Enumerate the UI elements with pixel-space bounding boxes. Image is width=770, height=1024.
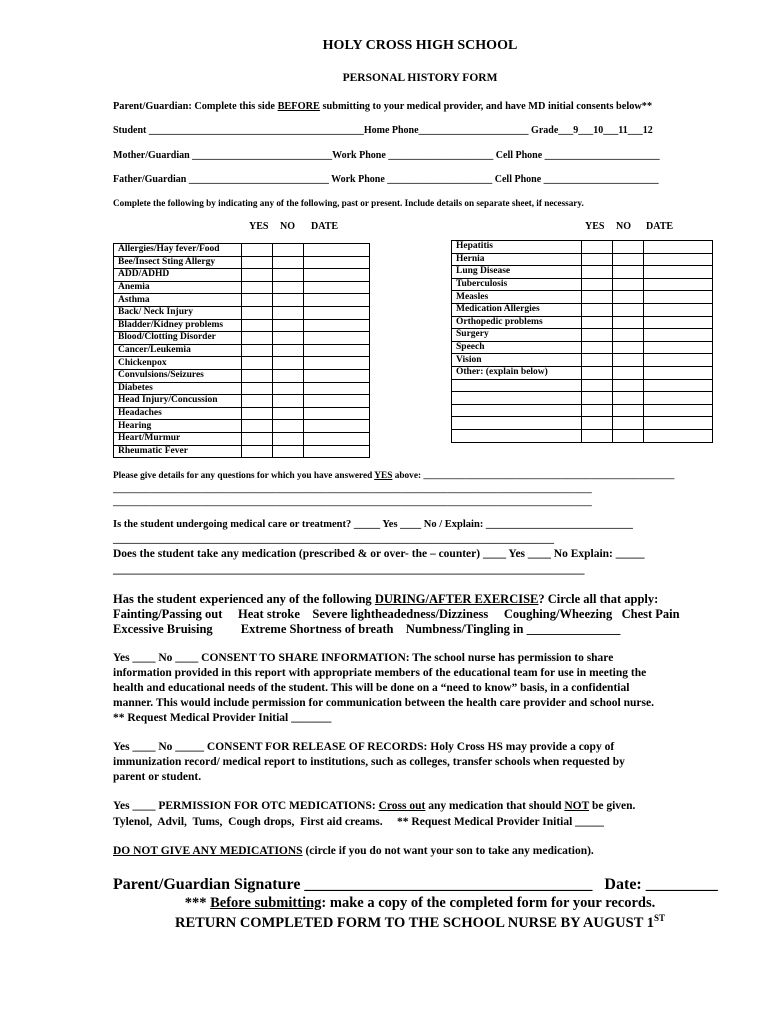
right-condition-row (452, 291, 713, 304)
exercise-symptoms-row-2[interactable]: Excessive Bruising Extreme Shortness of breath Numbness/Tingling in _______________ (113, 622, 621, 636)
right-condition-date-cell[interactable] (644, 417, 713, 430)
left-condition-yes-cell[interactable] (242, 306, 273, 319)
right-condition-no-cell[interactable] (613, 241, 644, 254)
right-condition-label: Hepatitis (452, 241, 582, 254)
details-line-2[interactable]: _______________________________________________________________________________________________________ (113, 498, 592, 508)
left-condition-yes-cell[interactable] (242, 357, 273, 370)
right-condition-row (452, 266, 713, 279)
left-condition-date-cell[interactable] (304, 269, 370, 282)
left-condition-no-cell[interactable] (273, 357, 304, 370)
consent-release-line-3: parent or student. (113, 771, 202, 783)
left-condition-date-cell[interactable] (304, 319, 370, 332)
left-col-yes: YES (249, 221, 269, 232)
left-condition-no-cell[interactable] (273, 420, 304, 433)
right-condition-date-cell[interactable] (644, 379, 713, 392)
right-condition-label: Speech (452, 341, 582, 354)
left-condition-date-cell[interactable] (304, 407, 370, 420)
left-condition-label: Blood/Clotting Disorder (114, 332, 242, 345)
no-medications[interactable]: DO NOT GIVE ANY MEDICATIONS (circle if you do not want your son to take any medication). (113, 845, 594, 857)
consent-share-line-3: health and educational needs of the student. This will be done on a “need to know” basis, in a confidential (113, 682, 630, 694)
right-condition-label: Surgery (452, 329, 582, 342)
right-condition-label: Lung Disease (452, 266, 582, 279)
left-condition-no-cell[interactable] (273, 319, 304, 332)
left-condition-date-cell[interactable] (304, 344, 370, 357)
right-condition-date-cell[interactable] (644, 303, 713, 316)
right-condition-label: Other: (explain below) (452, 366, 582, 379)
right-condition-yes-cell[interactable] (582, 253, 613, 266)
left-condition-label: Bee/Insect Sting Allergy (114, 256, 242, 269)
left-condition-row (114, 294, 370, 307)
left-condition-date-cell[interactable] (304, 294, 370, 307)
left-condition-no-cell[interactable] (273, 332, 304, 345)
left-condition-yes-cell[interactable] (242, 369, 273, 382)
left-condition-no-cell[interactable] (273, 432, 304, 445)
right-condition-yes-cell[interactable] (582, 291, 613, 304)
left-condition-yes-cell[interactable] (242, 294, 273, 307)
right-col-date: DATE (646, 221, 674, 232)
medical-care-line[interactable]: ____________________________________________________________________________________ (113, 534, 554, 545)
left-condition-date-cell[interactable] (304, 432, 370, 445)
right-condition-date-cell[interactable] (644, 366, 713, 379)
right-condition-yes-cell[interactable] (582, 316, 613, 329)
details-prompt[interactable]: Please give details for any questions for which you have answered YES above: ______________________________________________________ (113, 471, 675, 481)
right-condition-label (452, 379, 582, 392)
right-condition-row (452, 241, 713, 254)
left-condition-yes-cell[interactable] (242, 407, 273, 420)
right-condition-row (452, 278, 713, 291)
right-condition-date-cell[interactable] (644, 266, 713, 279)
right-col-no: NO (616, 221, 631, 232)
left-condition-row (114, 281, 370, 294)
left-condition-label: Head Injury/Concussion (114, 395, 242, 408)
left-condition-yes-cell[interactable] (242, 269, 273, 282)
left-condition-label: Anemia (114, 281, 242, 294)
right-condition-date-cell[interactable] (644, 354, 713, 367)
left-condition-no-cell[interactable] (273, 269, 304, 282)
right-condition-label: Medication Allergies (452, 303, 582, 316)
right-condition-no-cell[interactable] (613, 329, 644, 342)
left-condition-row (114, 382, 370, 395)
right-condition-yes-cell[interactable] (582, 429, 613, 442)
right-condition-yes-cell[interactable] (582, 278, 613, 291)
left-condition-row (114, 407, 370, 420)
consent-share-line-4: manner. This would include permission for communication between the health care provider and school nurse. (113, 697, 654, 709)
right-condition-date-cell[interactable] (644, 253, 713, 266)
left-condition-date-cell[interactable] (304, 357, 370, 370)
conditions-table-right (451, 240, 713, 443)
left-condition-date-cell[interactable] (304, 332, 370, 345)
right-condition-yes-cell[interactable] (582, 329, 613, 342)
left-condition-yes-cell[interactable] (242, 432, 273, 445)
right-condition-yes-cell[interactable] (582, 241, 613, 254)
consent-share-line-2: information provided in this report with appropriate members of the educational team for use in meeting the (113, 667, 647, 679)
right-condition-row (452, 316, 713, 329)
left-condition-date-cell[interactable] (304, 395, 370, 408)
left-condition-row (114, 369, 370, 382)
right-condition-yes-cell[interactable] (582, 341, 613, 354)
left-condition-row (114, 420, 370, 433)
consent-share-initial[interactable]: ** Request Medical Provider Initial _______ (113, 712, 332, 724)
left-condition-row (114, 432, 370, 445)
instructions: Parent/Guardian: Complete this side BEFORE submitting to your medical provider, and have MD initial consents below** (113, 101, 653, 112)
left-condition-date-cell[interactable] (304, 281, 370, 294)
left-condition-no-cell[interactable] (273, 244, 304, 257)
medical-care-question[interactable]: Is the student undergoing medical care or treatment? _____ Yes ____ No / Explain: ____________________________ (113, 519, 633, 530)
left-condition-label: Convulsions/Seizures (114, 369, 242, 382)
right-condition-no-cell[interactable] (613, 417, 644, 430)
left-condition-label: Bladder/Kidney problems (114, 319, 242, 332)
right-condition-row (452, 417, 713, 430)
left-condition-label: ADD/ADHD (114, 269, 242, 282)
left-condition-date-cell[interactable] (304, 420, 370, 433)
left-condition-label: Heart/Murmur (114, 432, 242, 445)
right-condition-date-cell[interactable] (644, 278, 713, 291)
school-name: HOLY CROSS HIGH SCHOOL (322, 38, 518, 53)
right-condition-no-cell[interactable] (613, 341, 644, 354)
left-condition-no-cell[interactable] (273, 382, 304, 395)
left-condition-yes-cell[interactable] (242, 256, 273, 269)
left-condition-yes-cell[interactable] (242, 281, 273, 294)
left-condition-date-cell[interactable] (304, 369, 370, 382)
right-condition-label: Tuberculosis (452, 278, 582, 291)
conditions-table-left (113, 243, 370, 458)
left-condition-label: Headaches (114, 407, 242, 420)
right-condition-no-cell[interactable] (613, 404, 644, 417)
right-condition-date-cell[interactable] (644, 291, 713, 304)
left-condition-label: Asthma (114, 294, 242, 307)
complete-note: Complete the following by indicating any of the following, past or present. Include details on separate sheet, if necessary. (113, 198, 584, 208)
right-condition-label: Measles (452, 291, 582, 304)
right-condition-row (452, 354, 713, 367)
right-condition-label: Orthopedic problems (452, 316, 582, 329)
right-condition-row (452, 379, 713, 392)
right-condition-no-cell[interactable] (613, 366, 644, 379)
left-condition-no-cell[interactable] (273, 294, 304, 307)
medication-question[interactable]: Does the student take any medication (prescribed & or over- the – counter) ____ Yes ____ No Explain: _____ (113, 548, 645, 560)
student-line[interactable]: Student ___________________________________________Home Phone______________________ Grade___9___10___11___12 (113, 125, 653, 136)
mother-guardian-line[interactable]: Mother/Guardian ____________________________Work Phone _____________________ Cell Phone _______________________ (113, 150, 660, 161)
otc-medications[interactable]: Tylenol, Advil, Tums, Cough drops, First aid creams. ** Request Medical Provider Initial _____ (113, 816, 604, 828)
left-condition-yes-cell[interactable] (242, 344, 273, 357)
right-condition-row (452, 341, 713, 354)
before-submitting: *** Before submitting: make a copy of the completed form for your records. (184, 895, 656, 911)
right-condition-label: Vision (452, 354, 582, 367)
left-condition-no-cell[interactable] (273, 281, 304, 294)
right-condition-yes-cell[interactable] (582, 417, 613, 430)
right-condition-label (452, 429, 582, 442)
left-condition-row (114, 332, 370, 345)
otc-permission[interactable]: Yes ____ PERMISSION FOR OTC MEDICATIONS: Cross out any medication that should NOT be given. (113, 800, 636, 812)
right-condition-no-cell[interactable] (613, 379, 644, 392)
left-condition-label: Chickenpox (114, 357, 242, 370)
right-condition-row (452, 303, 713, 316)
form-title: PERSONAL HISTORY FORM (342, 72, 498, 84)
left-condition-date-cell[interactable] (304, 256, 370, 269)
right-condition-row (452, 429, 713, 442)
left-condition-no-cell[interactable] (273, 256, 304, 269)
left-condition-yes-cell[interactable] (242, 332, 273, 345)
left-condition-label: Hearing (114, 420, 242, 433)
right-condition-yes-cell[interactable] (582, 379, 613, 392)
right-condition-no-cell[interactable] (613, 316, 644, 329)
father-guardian-line[interactable]: Father/Guardian ____________________________ Work Phone _____________________ Cell Phone _______________________ (113, 174, 659, 185)
left-condition-label: Back/ Neck Injury (114, 306, 242, 319)
left-condition-yes-cell[interactable] (242, 382, 273, 395)
left-condition-date-cell[interactable] (304, 306, 370, 319)
right-condition-label: Hernia (452, 253, 582, 266)
left-condition-label: Rheumatic Fever (114, 445, 242, 458)
right-condition-row (452, 392, 713, 405)
left-condition-date-cell[interactable] (304, 445, 370, 458)
left-condition-label: Cancer/Leukemia (114, 344, 242, 357)
left-condition-row (114, 319, 370, 332)
left-condition-yes-cell[interactable] (242, 420, 273, 433)
consent-release-line-2: immunization record/ medical report to institutions, such as colleges, transfer schools when requested by (113, 756, 625, 768)
left-condition-no-cell[interactable] (273, 369, 304, 382)
right-condition-no-cell[interactable] (613, 392, 644, 405)
left-condition-no-cell[interactable] (273, 407, 304, 420)
right-condition-row (452, 404, 713, 417)
left-condition-row (114, 445, 370, 458)
right-col-yes: YES (585, 221, 605, 232)
right-condition-label (452, 404, 582, 417)
left-col-date: DATE (311, 221, 339, 232)
left-condition-row (114, 244, 370, 257)
right-condition-yes-cell[interactable] (582, 366, 613, 379)
consent-release-line-1[interactable]: Yes ____ No _____ CONSENT FOR RELEASE OF RECORDS: Holy Cross HS may provide a copy of (113, 741, 615, 753)
left-condition-row (114, 395, 370, 408)
left-condition-no-cell[interactable] (273, 306, 304, 319)
right-condition-date-cell[interactable] (644, 404, 713, 417)
right-condition-yes-cell[interactable] (582, 392, 613, 405)
details-line-1[interactable]: _______________________________________________________________________________________________________ (113, 485, 592, 495)
left-condition-row (114, 256, 370, 269)
left-condition-label: Allergies/Hay fever/Food (114, 244, 242, 257)
medication-line[interactable]: __________________________________________________________________________________ (113, 564, 585, 576)
right-condition-label (452, 417, 582, 430)
left-condition-row (114, 344, 370, 357)
left-condition-row (114, 269, 370, 282)
right-condition-row (452, 329, 713, 342)
right-condition-no-cell[interactable] (613, 253, 644, 266)
left-condition-no-cell[interactable] (273, 344, 304, 357)
left-condition-row (114, 357, 370, 370)
consent-share-line-1[interactable]: Yes ____ No ____ CONSENT TO SHARE INFORMATION: The school nurse has permission to share (113, 652, 614, 664)
right-condition-no-cell[interactable] (613, 354, 644, 367)
left-condition-yes-cell[interactable] (242, 445, 273, 458)
left-condition-date-cell[interactable] (304, 244, 370, 257)
right-condition-date-cell[interactable] (644, 392, 713, 405)
left-condition-no-cell[interactable] (273, 445, 304, 458)
left-condition-date-cell[interactable] (304, 382, 370, 395)
right-condition-no-cell[interactable] (613, 429, 644, 442)
right-condition-label (452, 392, 582, 405)
right-condition-yes-cell[interactable] (582, 303, 613, 316)
right-condition-date-cell[interactable] (644, 329, 713, 342)
left-condition-yes-cell[interactable] (242, 244, 273, 257)
exercise-question: Has the student experienced any of the following DURING/AFTER EXERCISE? Circle all that apply: (113, 592, 659, 606)
right-condition-no-cell[interactable] (613, 291, 644, 304)
right-condition-row (452, 253, 713, 266)
right-condition-no-cell[interactable] (613, 266, 644, 279)
signature-line[interactable]: Parent/Guardian Signature ____________________________________ Date: _________ (113, 876, 718, 893)
exercise-symptoms-row-1[interactable]: Fainting/Passing out Heat stroke Severe lightheadedness/Dizziness Coughing/Wheezing Chest Pain (113, 607, 680, 621)
left-col-no: NO (280, 221, 295, 232)
left-condition-no-cell[interactable] (273, 395, 304, 408)
right-condition-yes-cell[interactable] (582, 354, 613, 367)
right-condition-date-cell[interactable] (644, 429, 713, 442)
left-condition-yes-cell[interactable] (242, 395, 273, 408)
left-condition-yes-cell[interactable] (242, 319, 273, 332)
right-condition-yes-cell[interactable] (582, 404, 613, 417)
right-condition-no-cell[interactable] (613, 303, 644, 316)
left-condition-label: Diabetes (114, 382, 242, 395)
right-condition-date-cell[interactable] (644, 341, 713, 354)
return-instructions: RETURN COMPLETED FORM TO THE SCHOOL NURSE BY AUGUST 1ST (174, 913, 665, 931)
right-condition-date-cell[interactable] (644, 241, 713, 254)
left-condition-row (114, 306, 370, 319)
right-condition-yes-cell[interactable] (582, 266, 613, 279)
right-condition-no-cell[interactable] (613, 278, 644, 291)
right-condition-date-cell[interactable] (644, 316, 713, 329)
right-condition-row (452, 366, 713, 379)
